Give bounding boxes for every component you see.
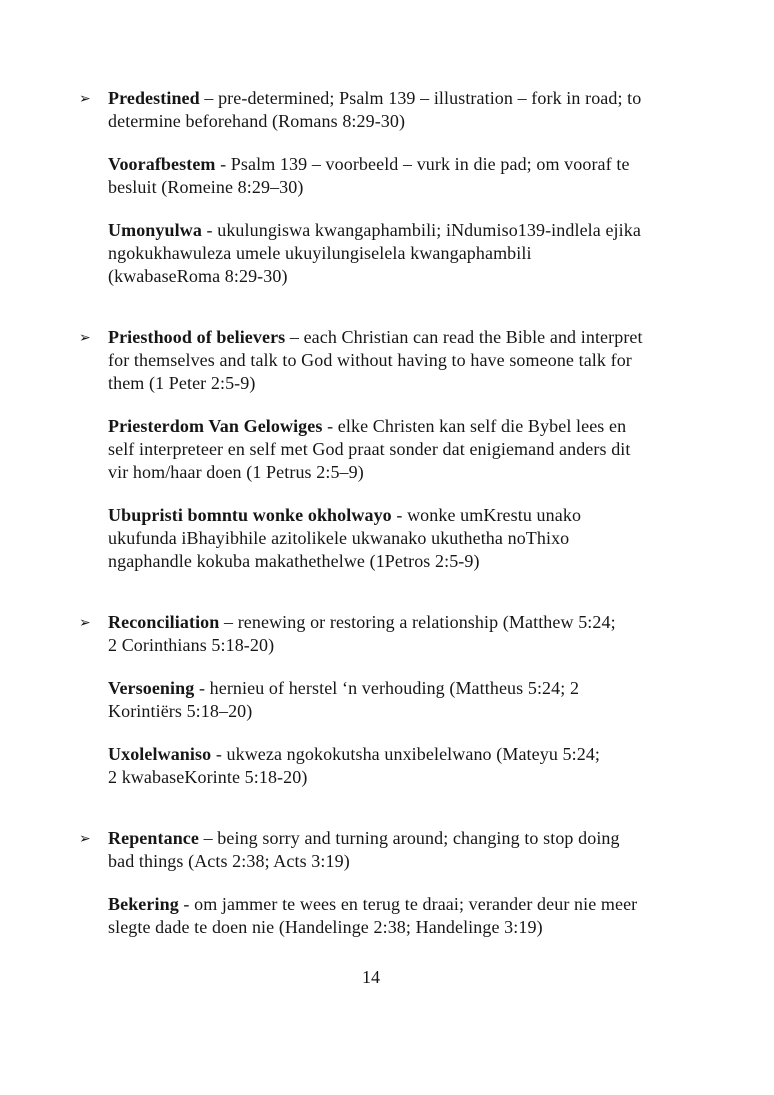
definition-text: - elke Christen kan self die Bybel lees en self interpreteer en self met God praat sonder dat enigiemand anders dit vir hom/haar doen (1 Petrus 2:5–9) (108, 416, 631, 482)
term-label: Bekering (108, 894, 179, 914)
term-label: Uxolelwaniso (108, 744, 212, 764)
term-label: Reconciliation (108, 612, 220, 632)
entry-text (108, 743, 718, 789)
definition-text: - ukweza ngokokutsha unxibelelwano (Mateyu 5:24; 2 kwabaseKorinte 5:18-20) (108, 744, 601, 787)
term-label: Priesthood of believers (108, 327, 286, 347)
definition-group (79, 326, 718, 573)
definition-text: – pre-determined; Psalm 139 – illustration – fork in road; to determine beforehand (Romans 8:29-30) (108, 88, 642, 131)
term-label: Ubupristi bomntu wonke okholwayo (108, 505, 392, 525)
term-label: Versoening (108, 678, 195, 698)
definition-text: – each Christian can read the Bible and interpret for themselves and talk to God without having to have someone talk for them (1 Peter 2:5-9) (108, 327, 643, 393)
definition-text: – being sorry and turning around; changing to stop doing bad things (Acts 2:38; Acts 3:19) (108, 828, 620, 871)
definition-entry (108, 219, 718, 288)
term-label: Repentance (108, 828, 199, 848)
definition-text: - ukulungiswa kwangaphambili; iNdumiso139-indlela ejika ngokukhawuleza umele ukuyilungiselela kwangaphambili (kwabaseRoma 8:29-30) (108, 220, 641, 286)
definition-entry (108, 415, 718, 484)
definition-entry (108, 743, 718, 789)
definition-text: - Psalm 139 – voorbeeld – vurk in die pad; om vooraf te besluit (Romeine 8:29–30) (108, 154, 630, 197)
entry-text (108, 415, 718, 484)
entry-text (108, 326, 718, 395)
definitions-content (79, 87, 718, 939)
entry-text (108, 611, 718, 657)
entry-text (108, 153, 718, 199)
entry-text (108, 504, 718, 573)
term-label: Voorafbestem (108, 154, 216, 174)
entry-text (108, 827, 718, 873)
definition-entry (108, 504, 718, 573)
definition-entry (79, 326, 718, 395)
entry-text (108, 219, 718, 288)
definition-group (79, 611, 718, 789)
definition-entry (79, 87, 718, 133)
arrow-bullet-icon: ➢ (79, 91, 91, 107)
term-label: Priesterdom Van Gelowiges (108, 416, 323, 436)
definition-text: - hernieu of herstel ‘n verhouding (Mattheus 5:24; 2 Korintiërs 5:18–20) (108, 678, 580, 721)
arrow-bullet-icon: ➢ (79, 330, 91, 346)
definition-group (79, 827, 718, 939)
definition-text: – renewing or restoring a relationship (Matthew 5:24; 2 Corinthians 5:18-20) (108, 612, 616, 655)
definition-group (79, 87, 718, 288)
entry-text (108, 893, 718, 939)
entry-text (108, 677, 718, 723)
definition-text: - om jammer te wees en terug te draai; verander deur nie meer slegte dade te doen nie (Handelinge 2:38; Handelinge 3:19) (108, 894, 638, 937)
definition-entry (79, 611, 718, 657)
definition-entry (108, 677, 718, 723)
definition-entry (108, 893, 718, 939)
arrow-bullet-icon: ➢ (79, 831, 91, 847)
definition-entry (79, 827, 718, 873)
term-label: Predestined (108, 88, 200, 108)
arrow-bullet-icon: ➢ (79, 615, 91, 631)
page-number: 14 (362, 967, 380, 987)
entry-text (108, 87, 718, 133)
definition-entry (108, 153, 718, 199)
definition-text: - wonke umKrestu unako ukufunda iBhayibhile azitolikele ukwanako ukuthetha noThixo ngaphandle kokuba makathethelwe (1Petros 2:5-9) (108, 505, 582, 571)
term-label: Umonyulwa (108, 220, 202, 240)
